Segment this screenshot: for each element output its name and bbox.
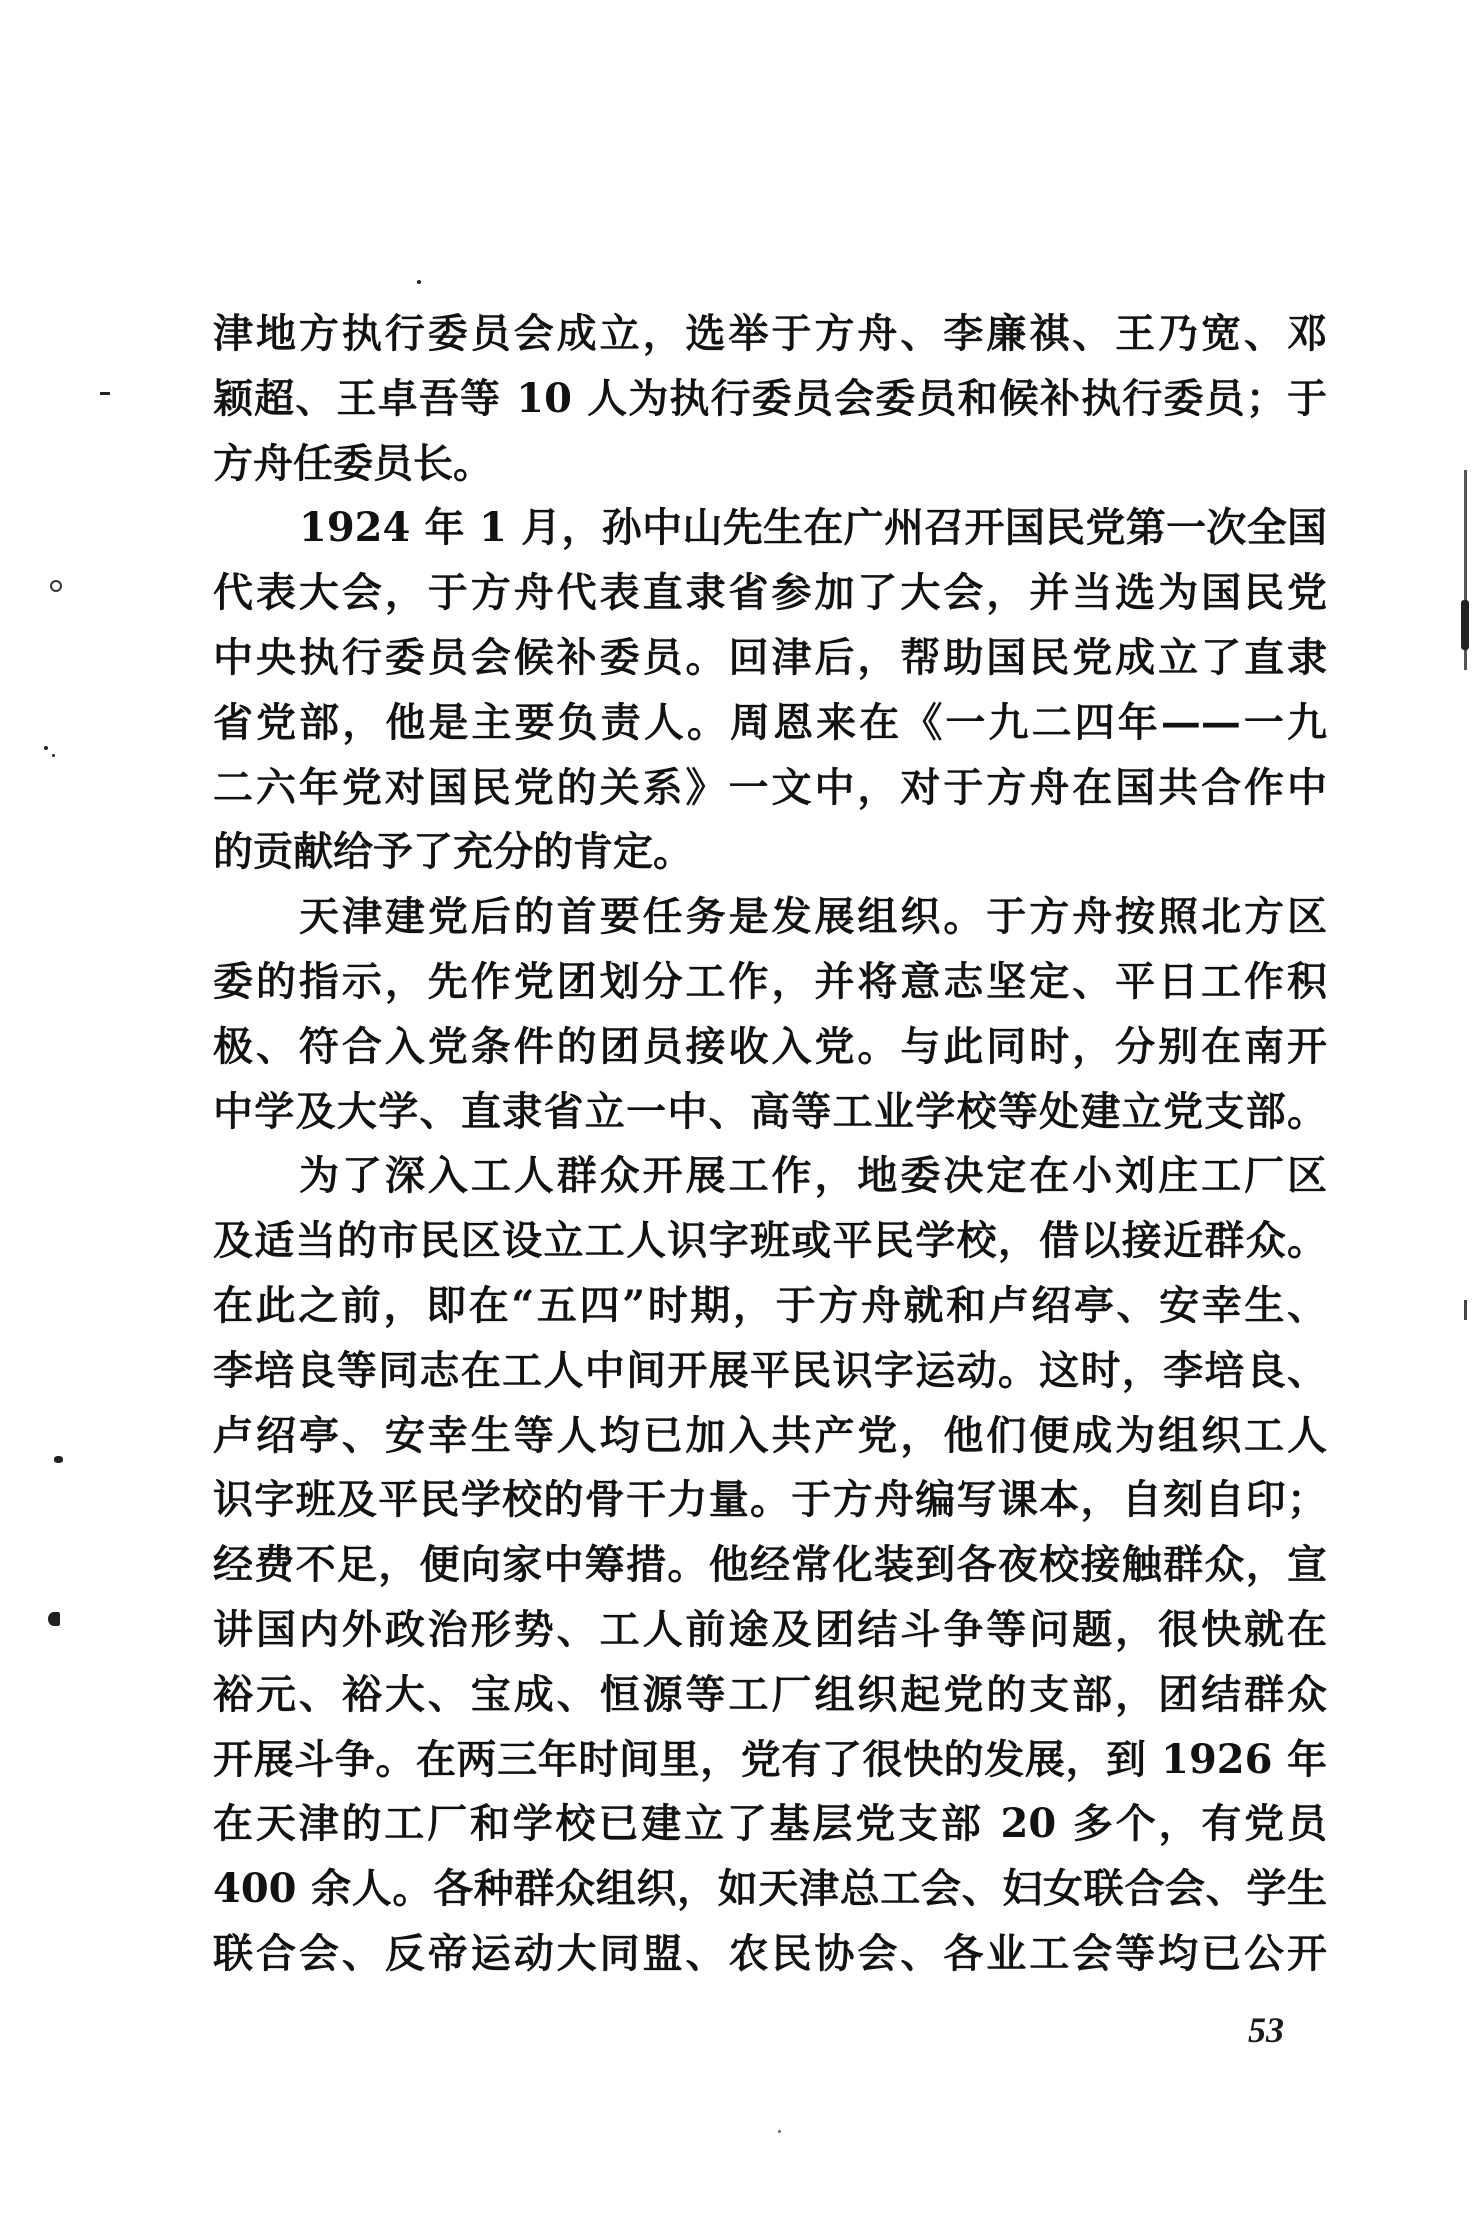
scan-speck [48, 1612, 60, 1626]
scan-speck [1464, 1300, 1467, 1320]
scan-speck [52, 754, 55, 757]
text-line: 讲国内外政治形势、工人前途及团结斗争等问题，很快就在 [213, 1605, 1327, 1653]
text-line: 省党部，他是主要负责人。周恩来在《一九二四年——一九 [213, 698, 1327, 746]
text-line: 中央执行委员会候补委员。回津后，帮助国民党成立了直隶 [213, 633, 1327, 681]
text-line: 方舟任委员长。 [213, 439, 493, 487]
text-line: 开展斗争。在两三年时间里，党有了很快的发展，到 1926 年 [213, 1735, 1327, 1783]
text-line: 的贡献给予了充分的肯定。 [213, 828, 693, 876]
text-line: 颖超、王卓吾等 10 人为执行委员会委员和候补执行委员；于 [213, 374, 1327, 422]
text-line: 在天津的工厂和学校已建立了基层党支部 20 多个，有党员 [213, 1800, 1327, 1848]
text-line: 400 余人。各种群众组织，如天津总工会、妇女联合会、学生 [213, 1865, 1327, 1913]
text-line: 经费不足，便向家中筹措。他经常化装到各夜校接触群众，宣 [213, 1541, 1327, 1589]
text-line: 天津建党后的首要任务是发展组织。于方舟按照北方区 [299, 893, 1327, 941]
text-line: 为了深入工人群众开展工作，地委决定在小刘庄工厂区 [299, 1152, 1327, 1200]
page-number: 53 [1248, 2010, 1284, 2050]
text-line: 中学及大学、直隶省立一中、高等工业学校等处建立党支部。 [213, 1087, 1327, 1135]
scan-speck [100, 392, 110, 395]
text-line: 代表大会，于方舟代表直隶省参加了大会，并当选为国民党 [213, 569, 1327, 617]
text-line: 津地方执行委员会成立，选举于方舟、李廉祺、王乃宽、邓 [213, 310, 1327, 357]
scan-speck [50, 580, 62, 592]
text-line: 裕元、裕大、宝成、恒源等工厂组织起党的支部，团结群众 [213, 1670, 1327, 1718]
scan-speck [417, 280, 421, 284]
text-line: 及适当的市民区设立工人识字班或平民学校，借以接近群众。 [213, 1217, 1327, 1265]
text-line: 极、符合入党条件的团员接收入党。与此同时，分别在南开 [213, 1022, 1327, 1070]
text-line: 联合会、反帝运动大同盟、农民协会、各业工会等均已公开 [213, 1929, 1327, 1977]
scan-speck [54, 1456, 63, 1463]
text-line: 二六年党对国民党的关系》一文中，对于方舟在国共合作中 [213, 763, 1327, 811]
text-line: 在此之前，即在“五四”时期，于方舟就和卢绍亭、安幸生、 [213, 1281, 1327, 1329]
text-line: 委的指示，先作党团划分工作，并将意志坚定、平日工作积 [213, 957, 1327, 1005]
text-line: 卢绍亭、安幸生等人均已加入共产党，他们便成为组织工人 [213, 1411, 1327, 1459]
text-line: 李培良等同志在工人中间开展平民识字运动。这时，李培良、 [213, 1346, 1327, 1394]
scan-speck [1461, 600, 1469, 650]
text-line: 1924 年 1 月，孙中山先生在广州召开国民党第一次全国 [299, 504, 1327, 552]
scan-speck [44, 746, 48, 750]
body-text [213, 302, 1327, 1987]
scan-speck [778, 2130, 781, 2133]
text-line: 识字班及平民学校的骨干力量。于方舟编写课本，自刻自印； [213, 1476, 1327, 1524]
